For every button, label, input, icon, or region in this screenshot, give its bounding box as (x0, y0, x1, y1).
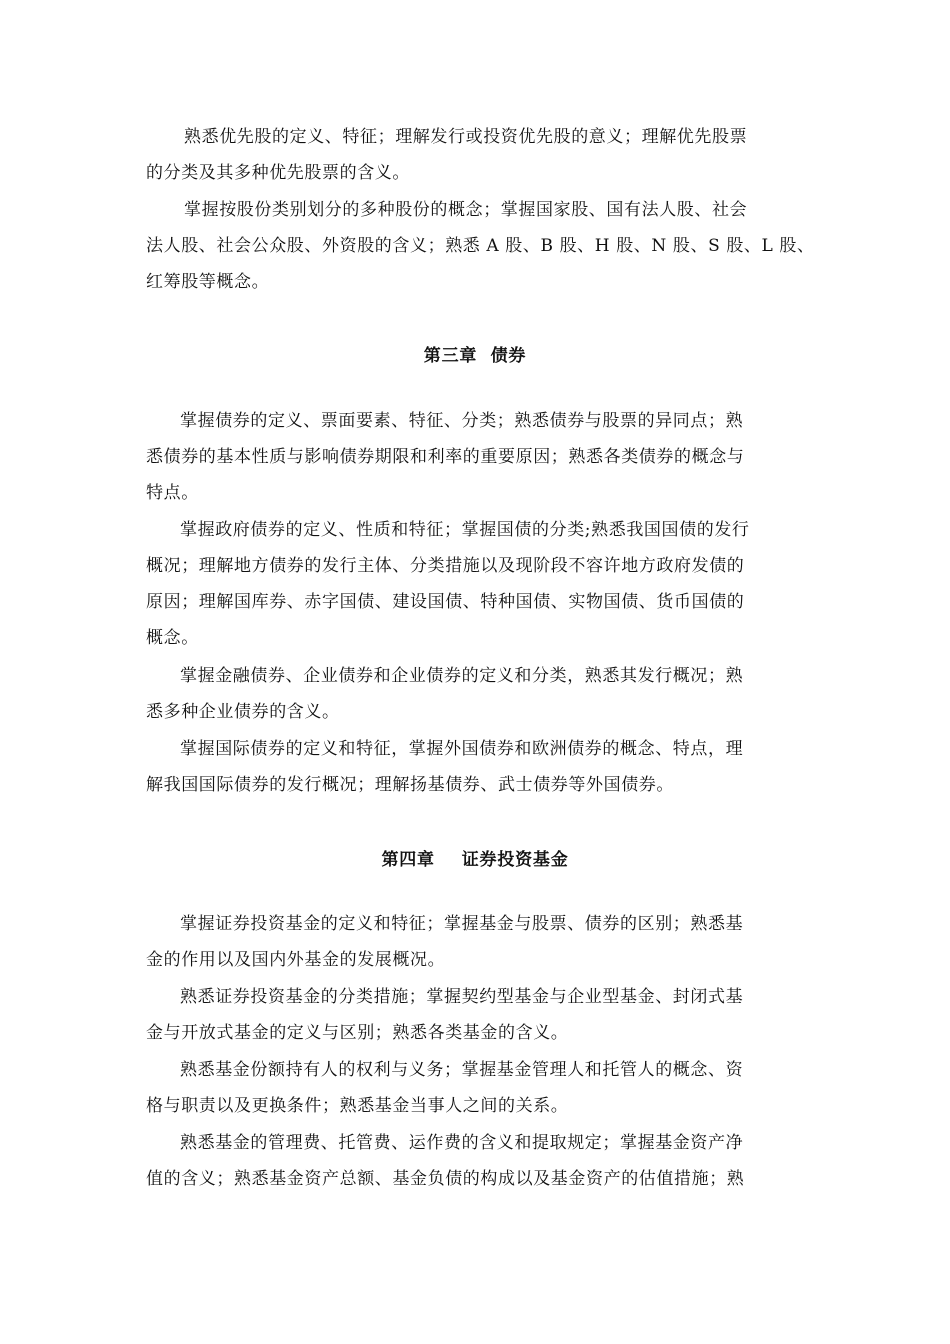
chapter-4-heading: 第四章 证券投资基金 (381, 850, 569, 870)
paragraph-fund-definition (146, 906, 826, 978)
text-line: 悉债券的基本性质与影响债券期限和利率的重要原因；熟悉各类债券的概念与 (146, 447, 745, 467)
text-line: 概念。 (146, 628, 199, 648)
paragraph-financial-bonds (146, 658, 826, 730)
paragraph-preferred-stock (146, 119, 826, 191)
paragraph-bond-definition (146, 403, 826, 511)
text-line: 概况；理解地方债券的发行主体、分类措施以及现阶段不容许地方政府发债的 (146, 556, 745, 576)
text-line: 悉多种企业债券的含义。 (146, 702, 340, 722)
paragraph-fund-parties (146, 1052, 826, 1124)
text-line: 金的作用以及国内外基金的发展概况。 (146, 950, 446, 970)
text-line: 掌握政府债券的定义、性质和特征；掌握国债的分类;熟悉我国国债的发行 (180, 520, 750, 540)
text-line: 熟悉基金份额持有人的权利与义务；掌握基金管理人和托管人的概念、资 (180, 1060, 744, 1080)
text-line: 熟悉证券投资基金的分类措施；掌握契约型基金与企业型基金、封闭式基 (180, 987, 744, 1007)
text-line: 特点。 (146, 483, 199, 503)
paragraph-international-bonds (146, 731, 826, 803)
text-line: 掌握按股份类别划分的多种股份的概念；掌握国家股、国有法人股、社会 (184, 200, 748, 220)
text-line: 熟悉基金的管理费、托管费、运作费的含义和提取规定；掌握基金资产净 (180, 1133, 744, 1153)
paragraph-government-bonds (146, 512, 826, 656)
chapter-3-heading: 第三章 债券 (423, 346, 527, 366)
text-line: 金与开放式基金的定义与区别；熟悉各类基金的含义。 (146, 1023, 569, 1043)
text-line: 法人股、社会公众股、外资股的含义；熟悉 A 股、B 股、H 股、N 股、S 股、L 股、 (146, 236, 815, 256)
text-line: 格与职责以及更换条件；熟悉基金当事人之间的关系。 (146, 1096, 569, 1116)
paragraph-share-types (146, 192, 826, 300)
text-line: 原因；理解国库券、赤字国债、建设国债、特种国债、实物国债、货币国债的 (146, 592, 745, 612)
text-line: 掌握债券的定义、票面要素、特征、分类；熟悉债券与股票的异同点；熟 (180, 411, 744, 431)
text-line: 值的含义；熟悉基金资产总额、基金负债的构成以及基金资产的估值措施；熟 (146, 1169, 745, 1189)
text-line: 掌握国际债券的定义和特征，掌握外国债券和欧洲债券的概念、特点，理 (180, 739, 744, 759)
paragraph-fund-fees (146, 1125, 826, 1197)
text-line: 的分类及其多种优先股票的含义。 (146, 163, 410, 183)
text-line: 掌握金融债券、企业债券和企业债券的定义和分类，熟悉其发行概况；熟 (180, 666, 744, 686)
text-line: 掌握证券投资基金的定义和特征；掌握基金与股票、债券的区别；熟悉基 (180, 914, 744, 934)
text-line: 红筹股等概念。 (146, 272, 270, 292)
text-line: 解我国国际债券的发行概况；理解扬基债券、武士债券等外国债券。 (146, 775, 674, 795)
text-line: 熟悉优先股的定义、特征；理解发行或投资优先股的意义；理解优先股票 (184, 127, 748, 147)
paragraph-fund-classification (146, 979, 826, 1051)
